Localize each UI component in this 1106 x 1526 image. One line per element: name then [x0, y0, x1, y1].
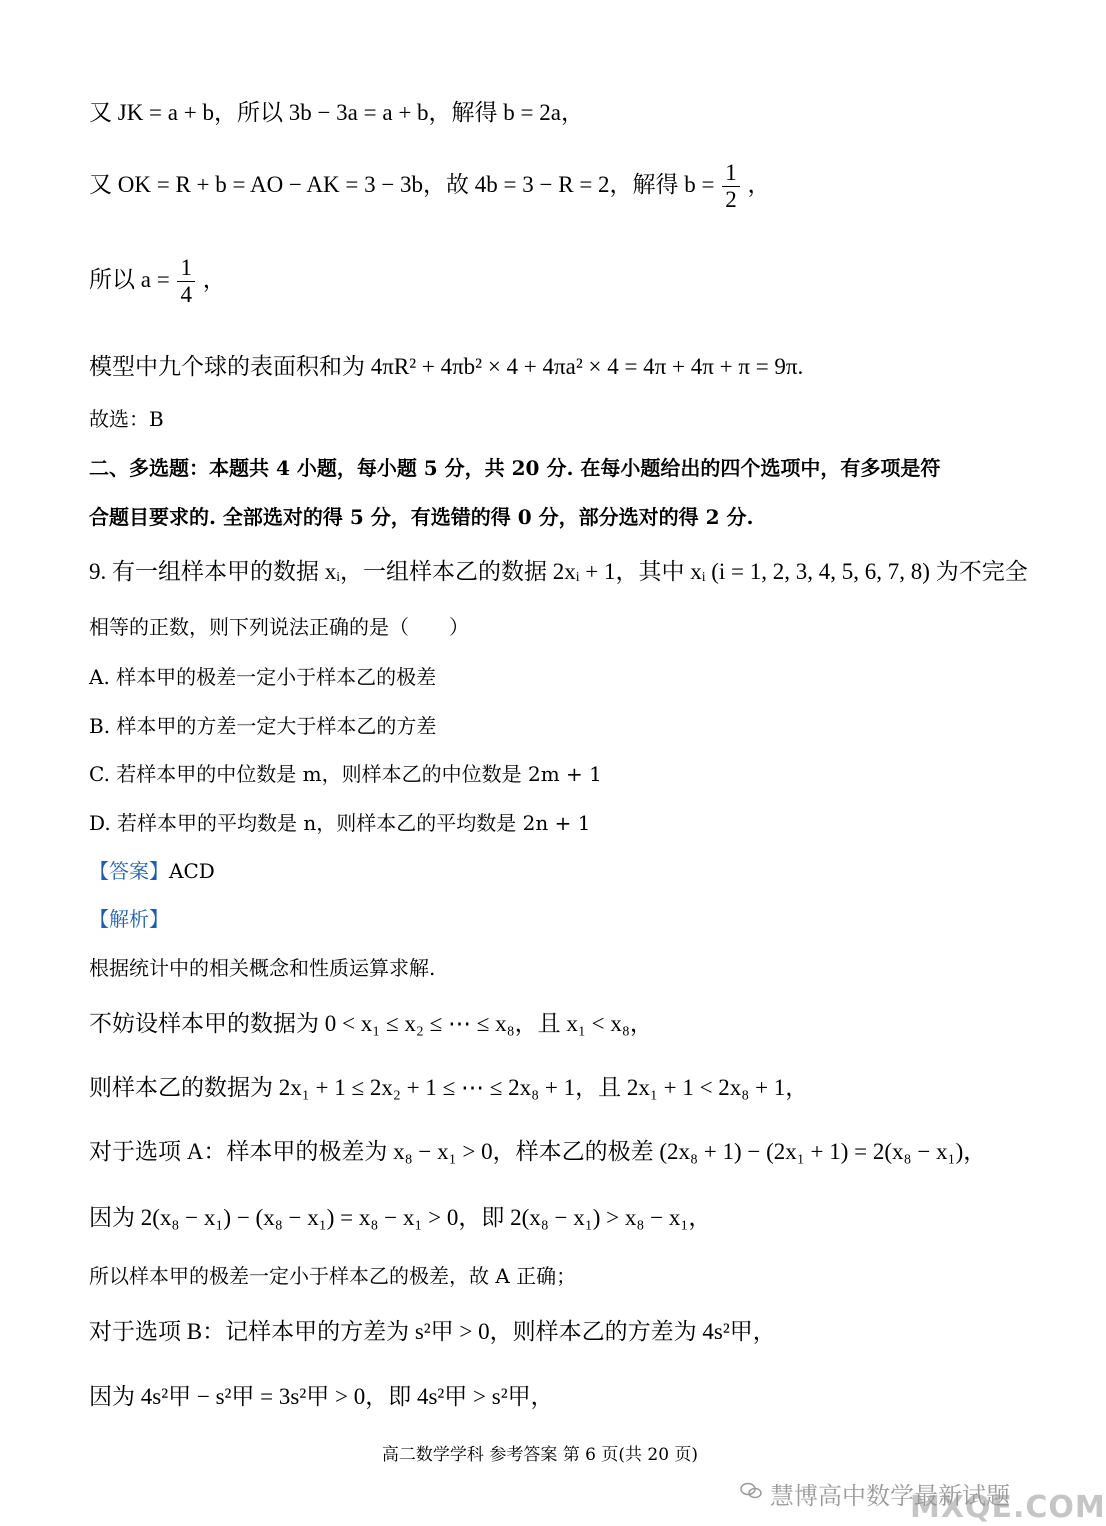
wechat-icon: [740, 1482, 762, 1500]
text-line: 不妨设样本甲的数据为 0 < x₁ ≤ x₂ ≤ ⋯ ≤ x₈，且 x₁ < x₈，: [89, 1011, 653, 1036]
text-line: 则样本乙的数据为 2x₁ + 1 ≤ 2x₂ + 1 ≤ ⋯ ≤ 2x₈ + 1，且 2x₁ + 1 < 2x₈ + 1，: [89, 1075, 809, 1100]
text-line: 又 JK = a + b，所以 3b − 3a = a + b，解得 b = 2a，: [89, 100, 584, 125]
text-line: [89, 255, 226, 308]
watermark-url: MXQE.COM: [910, 1490, 1106, 1525]
text-span: 所以 a =: [89, 266, 170, 292]
fraction: [722, 160, 740, 213]
question-stem: 相等的正数，则下列说法正确的是（ ）: [89, 615, 469, 639]
answer-tag: 【答案】: [89, 859, 169, 883]
page-footer: 高二数学学科 参考答案 第 6 页(共 20 页): [381, 1445, 699, 1465]
text-line: 所以样本甲的极差一定小于样本乙的极差，故 A 正确；: [89, 1264, 577, 1288]
watermark: [740, 1470, 1106, 1525]
answer-value: ACD: [169, 859, 215, 883]
text-line: 对于选项 B：记样本甲的方差为 s²甲 > 0，则样本乙的方差为 4s²甲，: [89, 1319, 776, 1344]
text-line: 根据统计中的相关概念和性质运算求解.: [89, 956, 436, 980]
fraction-denominator: 2: [725, 187, 737, 212]
text-line: 模型中九个球的表面积和为 4πR² + 4πb² × 4 + 4πa² × 4 = 4π + 4π + π = 9π.: [89, 354, 804, 379]
text-span: 又 OK = R + b = AO − AK = 3 − 3b，故 4b = 3 − R = 2，解得 b =: [89, 171, 715, 197]
text-span: ，: [747, 171, 771, 197]
section-heading: 合题目要求的. 全部选对的得 5 分，有选错的得 0 分，部分选对的得 2 分.: [89, 505, 754, 529]
watermark-text: 慧博高中数学最新试题: [770, 1482, 1010, 1510]
answer-line: [89, 856, 215, 886]
option-d: D. 若样本甲的平均数是 n，则样本乙的平均数是 2n + 1: [89, 811, 591, 835]
text-line: 故选：B: [89, 407, 164, 431]
fraction-numerator: 1: [177, 255, 195, 282]
section-heading: 二、多选题：本题共 4 小题，每小题 5 分，共 20 分. 在每小题给出的四个选项中，有多项是符: [89, 456, 941, 480]
option-a: A. 样本甲的极差一定小于样本乙的极差: [89, 665, 437, 689]
question-stem: 9. 有一组样本甲的数据 xᵢ，一组样本乙的数据 2xᵢ + 1，其中 xᵢ (i = 1, 2, 3, 4, 5, 6, 7, 8) 为不完全: [89, 559, 1028, 584]
text-line: [89, 160, 771, 213]
option-b: B. 样本甲的方差一定大于样本乙的方差: [89, 714, 437, 738]
option-c: C. 若样本甲的中位数是 m，则样本乙的中位数是 2m + 1: [89, 762, 602, 786]
analysis-tag: 【解析】: [89, 907, 169, 931]
text-line: 对于选项 A：样本甲的极差为 x₈ − x₁ > 0，样本乙的极差 (2x₈ + 1) − (2x₁ + 1) = 2(x₈ − x₁)，: [89, 1139, 987, 1164]
text-line: 因为 4s²甲 − s²甲 = 3s²甲 > 0，即 4s²甲 > s²甲，: [89, 1384, 554, 1409]
text-line: 因为 2(x₈ − x₁) − (x₈ − x₁) = x₈ − x₁ > 0，即 2(x₈ − x₁) > x₈ − x₁，: [89, 1205, 712, 1230]
fraction: [177, 255, 195, 308]
fraction-denominator: 4: [180, 282, 192, 307]
text-span: ，: [202, 266, 226, 292]
fraction-numerator: 1: [722, 160, 740, 187]
